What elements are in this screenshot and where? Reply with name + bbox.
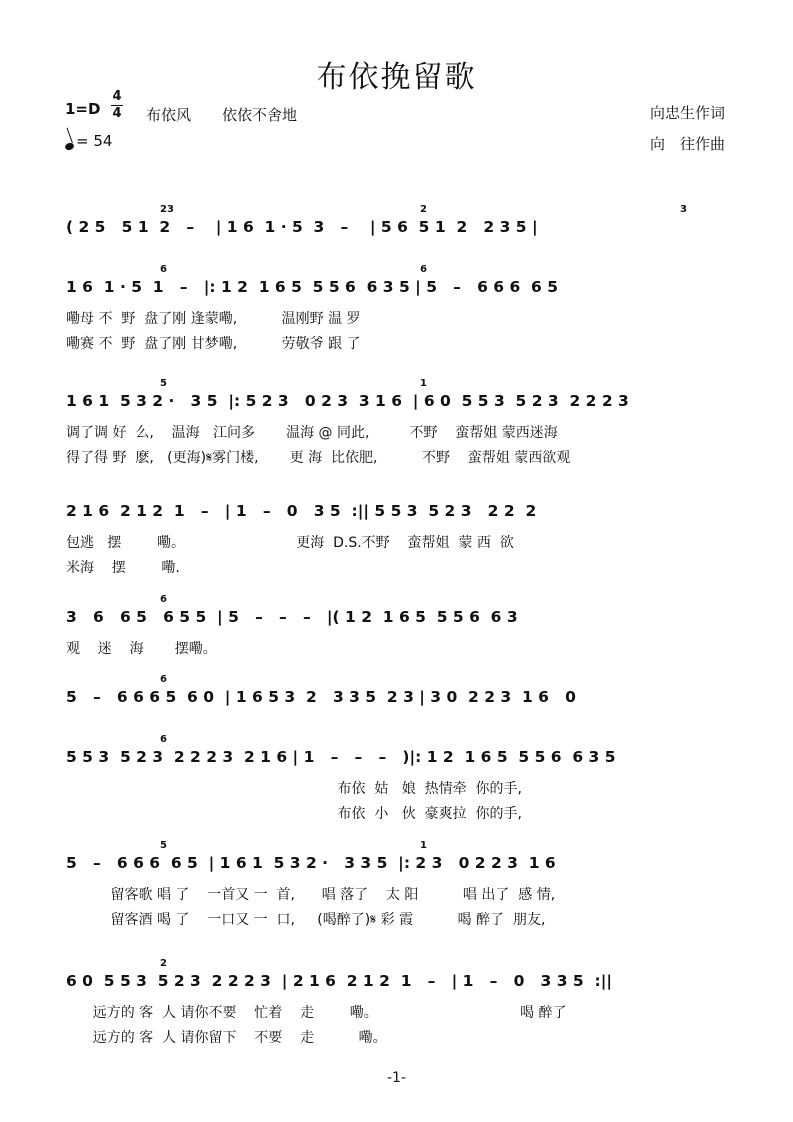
music-system (0, 840, 793, 934)
time-signature-bottom: 4 (112, 106, 122, 121)
grace-note: 6 (420, 264, 427, 275)
lyric-line: 嘞母 不 野 盘了刚 逢蒙嘞, 温刚野 温 罗 (66, 311, 361, 327)
notation-line: 2 1 6 2 1 2 1 – | 1 – 0 3 5 :|| 5 5 3 5 2 3 2 2 2 (66, 502, 537, 520)
lyric-line: 布依 姑 娘 热情牵 你的手, (66, 781, 522, 797)
music-system (0, 958, 793, 1052)
song-title: 布依挽留歌 (316, 60, 477, 95)
lyric-line: 留客酒 喝 了 一口又 一 口, (喝醉了)𝄋 彩 霞 喝 醉了 朋友, (66, 912, 546, 928)
music-system (0, 378, 793, 472)
lyric-line: 包逃 摆 嘞。 更海 D.S.不野 蛮帮姐 蒙 西 欲 (66, 535, 514, 551)
quarter-note-icon (64, 142, 75, 152)
lyric-line: 调了调 好 么, 温海 江问多 温海 @ 同此, 不野 蛮帮姐 蒙西迷海 (66, 425, 558, 441)
time-signature-top: 4 (112, 89, 122, 104)
grace-note: 5 (160, 378, 167, 389)
notation-line: 1 6 1 · 5 1 – |: 1 2 1 6 5 5 5 6 6 3 5 | 5 – 6 6 6 6 5 (66, 278, 559, 296)
lyric-line: 观 迷 海 摆嘞。 (66, 641, 217, 657)
grace-note: 3 (680, 204, 687, 215)
style-marking: 布依风 (146, 106, 192, 124)
grace-note: 23 (160, 204, 174, 215)
music-system (0, 264, 793, 358)
grace-note: 6 (160, 674, 167, 685)
notation-line: 5 – 6 6 6 5 6 0 | 1 6 5 3 2 3 3 5 2 3 | 3 0 2 2 3 1 6 0 (66, 688, 576, 706)
lyric-line: 远方的 客 人 请你不要 忙着 走 嘞。 喝 醉了 (66, 1005, 567, 1021)
grace-note: 6 (160, 734, 167, 745)
expression-marking: 依依不舍地 (222, 106, 298, 124)
grace-note: 5 (160, 840, 167, 851)
grace-note: 2 (160, 958, 167, 969)
grace-note: 2 (420, 204, 427, 215)
lyric-line: 布依 小 伙 豪爽拉 你的手, (66, 806, 522, 822)
lyricist-credit: 向忠生作词 (650, 104, 726, 122)
grace-note: 6 (160, 264, 167, 275)
composer-credit: 向 往作曲 (650, 135, 726, 153)
grace-note: 6 (160, 594, 167, 605)
lyric-line: 远方的 客 人 请你留下 不要 走 嘞。 (66, 1030, 387, 1046)
tempo-value: = 54 (76, 132, 113, 150)
music-system (0, 594, 793, 688)
lyric-line: 米海 摆 嘞. (66, 560, 180, 576)
key-signature: 1=D (65, 100, 101, 118)
tempo-marking (65, 132, 112, 150)
lyric-line: 嘞赛 不 野 盘了刚 甘梦嘞, 劳敬爷 跟 了 (66, 336, 361, 352)
grace-note: 1 (420, 378, 427, 389)
notation-line: 3 6 6 5 6 5 5 | 5 – – – |( 1 2 1 6 5 5 5 6 6 3 (66, 608, 518, 626)
notation-line: ( 2 5 5 1 2 – | 1 6 1 · 5 3 – | 5 6 5 1 2 2 3 5 | (66, 218, 538, 236)
notation-line: 5 5 3 5 2 3 2 2 2 3 2 1 6 | 1 – – – )|: 1 2 1 6 5 5 5 6 6 3 5 (66, 748, 616, 766)
time-signature (111, 90, 123, 121)
music-system (0, 734, 793, 828)
lyric-line: 留客歌 唱 了 一首又 一 首, 唱 落了 太 阳 唱 出了 感 情, (66, 887, 556, 903)
notation-line: 6 0 5 5 3 5 2 3 2 2 2 3 | 2 1 6 2 1 2 1 – | 1 – 0 3 3 5 :|| (66, 972, 613, 990)
notation-line: 5 – 6 6 6 6 5 | 1 6 1 5 3 2 · 3 3 5 |: 2 3 0 2 2 3 1 6 (66, 854, 556, 872)
notation-line: 1 6 1 5 3 2 · 3 5 |: 5 2 3 0 2 3 3 1 6 | 6 0 5 5 3 5 2 3 2 2 2 3 (66, 392, 629, 410)
grace-note: 1 (420, 840, 427, 851)
page-number: -1- (386, 1070, 406, 1086)
music-system (0, 502, 793, 582)
lyric-line: 得了得 野 麽, (更海)𝄋雾门楼, 更 海 比依肥, 不野 蛮帮姐 蒙西欲观 (66, 450, 571, 466)
